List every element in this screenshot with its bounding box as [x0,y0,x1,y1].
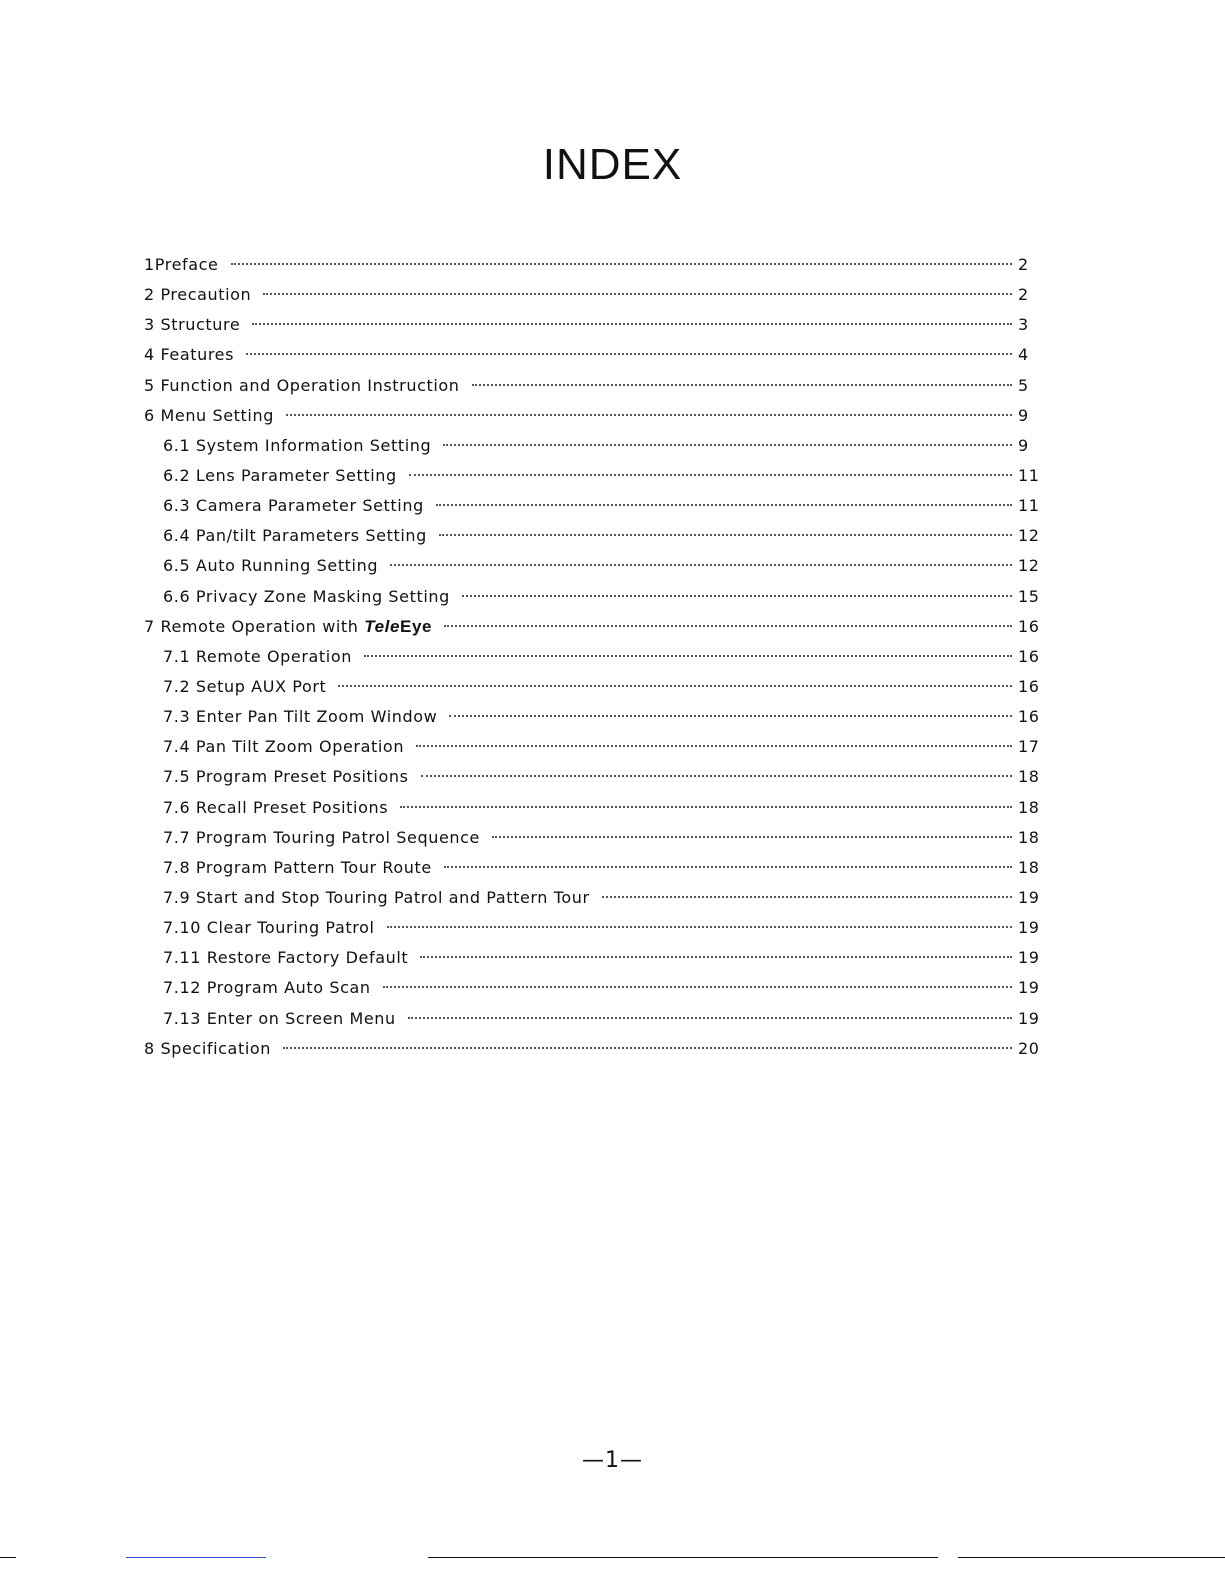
dot-leader [439,534,1012,536]
toc-entry-label: 3 Structure [144,315,241,335]
toc-page-number: 18 [1018,797,1040,817]
toc-entry-label-text: 7 Remote Operation with [144,616,359,636]
toc-entry-label: 1Preface [144,255,219,274]
toc-page-number: 16 [1018,616,1040,636]
toc-page-number: 19 [1018,1008,1040,1028]
dot-leader [283,1047,1012,1049]
dot-leader [364,655,1012,657]
toc-entry-label [144,612,444,642]
footer-rule-right [958,1557,1225,1558]
toc-entry-pattern-tour-route[interactable] [144,853,1040,883]
toc-entry-privacy-zone[interactable] [144,582,1040,612]
toc-entry-label: 7.4 Pan Tilt Zoom Operation [163,737,405,757]
toc-entry-label: 6 Menu Setting [144,405,274,425]
toc-entry-remote-operation[interactable] [144,642,1040,672]
dot-leader [416,745,1012,747]
toc-page-number: 4 [1018,345,1029,365]
footer-rule-left [0,1557,16,1558]
toc-entry-program-auto-scan[interactable] [144,973,1040,1003]
toc-entry-label: 2 Precaution [144,285,252,305]
toc-entry-menu-setting[interactable] [144,401,1040,431]
dot-leader [390,564,1012,566]
toc-page-number: 20 [1018,1038,1040,1058]
toc-entry-label: 7.12 Program Auto Scan [163,978,371,998]
dot-leader [409,474,1012,476]
toc-entry-specification[interactable] [144,1034,1040,1064]
teleeye-brand [364,617,432,636]
toc-entry-label: 7.9 Start and Stop Touring Patrol and Pattern Tour [163,887,590,907]
toc-page-number: 15 [1018,586,1040,606]
toc-page-number: 16 [1018,676,1040,696]
dot-leader [387,926,1013,928]
toc-page-number: 2 [1018,255,1029,274]
dot-leader [444,866,1012,868]
toc-entry-clear-touring-patrol[interactable] [144,913,1040,943]
toc-entry-ptz-operation[interactable] [144,732,1040,762]
toc-page-number: 16 [1018,646,1040,666]
toc-entry-remote-operation-teleeye[interactable] [144,612,1040,642]
dot-leader [231,263,1013,265]
toc-page-number: 12 [1018,556,1040,576]
toc-entry-precaution[interactable] [144,280,1040,310]
dot-leader [246,353,1012,355]
toc-entry-label: 6.5 Auto Running Setting [163,556,379,576]
toc-page-number: 12 [1018,526,1040,546]
page-number: —1— [582,1448,643,1473]
toc-page-number: 19 [1018,948,1040,968]
dot-leader [408,1017,1012,1019]
toc-entry-label: 7.10 Clear Touring Patrol [163,918,375,938]
dot-leader [449,715,1012,717]
toc-entry-recall-preset[interactable] [144,793,1040,823]
toc-page-number: 11 [1018,496,1040,516]
toc-page-number: 9 [1018,405,1029,425]
table-of-contents [144,250,1040,1064]
toc-page-number: 18 [1018,857,1040,877]
toc-page-number: 11 [1018,465,1040,485]
toc-page-number: 3 [1018,315,1029,335]
dot-leader [472,384,1012,386]
toc-entry-label: 6.2 Lens Parameter Setting [163,465,397,485]
dot-leader [383,986,1012,988]
toc-page-number: 9 [1018,435,1029,455]
toc-entry-label: 7.1 Remote Operation [163,646,352,666]
toc-page-number: 18 [1018,767,1040,787]
footer-rule-center [428,1557,938,1558]
toc-entry-setup-aux-port[interactable] [144,672,1040,702]
toc-entry-label: 6.1 System Information Setting [163,435,432,455]
toc-entry-pan-tilt-parameters[interactable] [144,521,1040,551]
toc-entry-function-operation[interactable] [144,371,1040,401]
dot-leader [462,595,1012,597]
toc-entry-label: 4 Features [144,345,235,365]
brand-eye: Eye [400,616,433,636]
toc-entry-label: 7.11 Restore Factory Default [163,948,409,968]
toc-entry-label: 7.3 Enter Pan Tilt Zoom Window [163,707,438,727]
toc-entry-program-preset[interactable] [144,762,1040,792]
toc-page-number: 2 [1018,285,1029,305]
toc-entry-label: 7.8 Program Pattern Tour Route [163,857,432,877]
toc-entry-restore-factory-default[interactable] [144,943,1040,973]
dot-leader [421,775,1012,777]
dot-leader [602,896,1012,898]
toc-page-number: 19 [1018,918,1040,938]
footer-link-underline [126,1557,266,1558]
toc-entry-features[interactable] [144,340,1040,370]
toc-entry-label: 7.7 Program Touring Patrol Sequence [163,827,480,847]
dot-leader [420,956,1012,958]
dot-leader [286,414,1012,416]
toc-entry-system-information[interactable] [144,431,1040,461]
toc-entry-auto-running[interactable] [144,551,1040,581]
toc-page-number: 16 [1018,707,1040,727]
dot-leader [338,685,1012,687]
dot-leader [492,836,1012,838]
toc-entry-label: 6.4 Pan/tilt Parameters Setting [163,526,427,546]
toc-page-number: 5 [1018,375,1029,395]
toc-entry-label: 7.2 Setup AUX Port [163,676,327,696]
dot-leader [263,293,1012,295]
dot-leader [400,806,1012,808]
dot-leader [252,323,1012,325]
toc-page-number: 19 [1018,887,1040,907]
dot-leader [443,444,1012,446]
toc-page-number: 17 [1018,737,1040,757]
toc-entry-lens-parameter[interactable] [144,461,1040,491]
toc-entry-on-screen-menu[interactable] [144,1004,1040,1034]
toc-entry-label: 6.3 Camera Parameter Setting [163,496,424,516]
toc-entry-label: 8 Specification [144,1038,271,1058]
brand-tele: Tele [364,616,401,636]
toc-entry-start-stop-patrol[interactable] [144,883,1040,913]
toc-entry-label: 5 Function and Operation Instruction [144,375,460,395]
toc-entry-touring-patrol-sequence[interactable] [144,823,1040,853]
toc-entry-label: 7.6 Recall Preset Positions [163,797,389,817]
page-title: INDEX [542,140,683,189]
toc-entry-label: 7.13 Enter on Screen Menu [163,1008,396,1028]
toc-entry-label: 6.6 Privacy Zone Masking Setting [163,586,450,606]
toc-page-number: 19 [1018,978,1040,998]
toc-entry-preface[interactable] [144,250,1040,280]
dot-leader [444,625,1012,627]
toc-entry-enter-ptz-window[interactable] [144,702,1040,732]
toc-entry-structure[interactable] [144,310,1040,340]
dot-leader [436,504,1012,506]
toc-page-number: 18 [1018,827,1040,847]
toc-entry-camera-parameter[interactable] [144,491,1040,521]
toc-entry-label: 7.5 Program Preset Positions [163,767,409,787]
